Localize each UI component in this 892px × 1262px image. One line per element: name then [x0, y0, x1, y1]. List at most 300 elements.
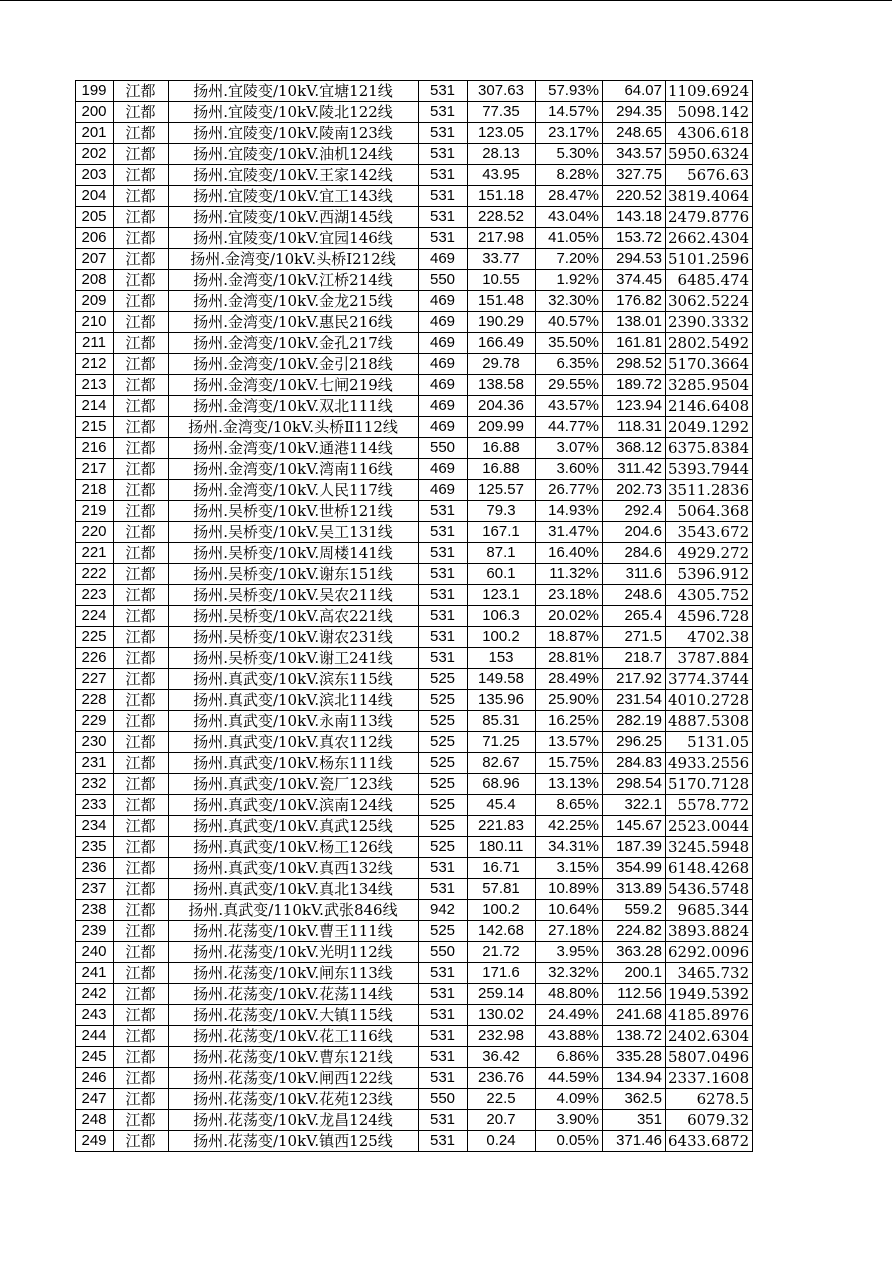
table-row: [76, 207, 753, 228]
capacity-cell: 531: [419, 501, 468, 522]
feeder-name-cell: 扬州.真武变/110kV.武张846线: [169, 900, 419, 921]
table-row: [76, 165, 753, 186]
feeder-name-cell: 扬州.金湾变/10kV.江桥214线: [169, 270, 419, 291]
load-cell: 232.98: [468, 1026, 536, 1047]
remaining-capacity-cell: 335.28: [603, 1047, 666, 1068]
load-rate-cell: 1.92%: [536, 270, 603, 291]
area-cell: 江都: [114, 858, 169, 879]
feeder-name-cell: 扬州.花荡变/10kV.大镇115线: [169, 1005, 419, 1026]
load-cell: 166.49: [468, 333, 536, 354]
table-row: [76, 186, 753, 207]
load-rate-cell: 25.90%: [536, 690, 603, 711]
capacity-cell: 531: [419, 627, 468, 648]
row-index-cell: 220: [76, 522, 114, 543]
load-rate-cell: 32.32%: [536, 963, 603, 984]
load-rate-cell: 6.86%: [536, 1047, 603, 1068]
area-cell: 江都: [114, 984, 169, 1005]
feeder-name-cell: 扬州.花荡变/10kV.花苑123线: [169, 1089, 419, 1110]
remaining-capacity-cell: 368.12: [603, 438, 666, 459]
remaining-capacity-cell: 298.54: [603, 774, 666, 795]
row-index-cell: 232: [76, 774, 114, 795]
area-cell: 江都: [114, 354, 169, 375]
capacity-cell: 550: [419, 270, 468, 291]
load-rate-cell: 28.49%: [536, 669, 603, 690]
table-row: [76, 1131, 753, 1152]
value-cell: 5436.5748: [666, 879, 753, 900]
remaining-capacity-cell: 200.1: [603, 963, 666, 984]
load-rate-cell: 16.40%: [536, 543, 603, 564]
value-cell: 6292.0096: [666, 942, 753, 963]
row-index-cell: 222: [76, 564, 114, 585]
row-index-cell: 217: [76, 459, 114, 480]
feeder-name-cell: 扬州.宜陵变/10kV.宜塘121线: [169, 81, 419, 102]
area-cell: 江都: [114, 501, 169, 522]
row-index-cell: 234: [76, 816, 114, 837]
feeder-name-cell: 扬州.金湾变/10kV.金引218线: [169, 354, 419, 375]
remaining-capacity-cell: 311.6: [603, 564, 666, 585]
table-row: [76, 501, 753, 522]
feeder-name-cell: 扬州.吴桥变/10kV.世桥121线: [169, 501, 419, 522]
remaining-capacity-cell: 284.83: [603, 753, 666, 774]
feeder-name-cell: 扬州.宜陵变/10kV.油机124线: [169, 144, 419, 165]
load-rate-cell: 41.05%: [536, 228, 603, 249]
value-cell: 5578.772: [666, 795, 753, 816]
capacity-cell: 469: [419, 375, 468, 396]
capacity-cell: 531: [419, 1005, 468, 1026]
value-cell: 2479.8776: [666, 207, 753, 228]
value-cell: 3062.5224: [666, 291, 753, 312]
capacity-cell: 531: [419, 543, 468, 564]
feeder-name-cell: 扬州.花荡变/10kV.花工116线: [169, 1026, 419, 1047]
area-cell: 江都: [114, 165, 169, 186]
row-index-cell: 228: [76, 690, 114, 711]
load-cell: 100.2: [468, 627, 536, 648]
remaining-capacity-cell: 161.81: [603, 333, 666, 354]
table-row: [76, 312, 753, 333]
capacity-cell: 525: [419, 816, 468, 837]
value-cell: 6278.5: [666, 1089, 753, 1110]
area-cell: 江都: [114, 711, 169, 732]
area-cell: 江都: [114, 942, 169, 963]
capacity-cell: 550: [419, 1089, 468, 1110]
area-cell: 江都: [114, 1005, 169, 1026]
row-index-cell: 210: [76, 312, 114, 333]
remaining-capacity-cell: 374.45: [603, 270, 666, 291]
remaining-capacity-cell: 284.6: [603, 543, 666, 564]
load-rate-cell: 34.31%: [536, 837, 603, 858]
area-cell: 江都: [114, 1110, 169, 1131]
load-cell: 79.3: [468, 501, 536, 522]
remaining-capacity-cell: 292.4: [603, 501, 666, 522]
feeder-name-cell: 扬州.花荡变/10kV.闸东113线: [169, 963, 419, 984]
area-cell: 江都: [114, 900, 169, 921]
load-rate-cell: 48.80%: [536, 984, 603, 1005]
value-cell: 6433.6872: [666, 1131, 753, 1152]
area-cell: 江都: [114, 627, 169, 648]
remaining-capacity-cell: 298.52: [603, 354, 666, 375]
value-cell: 2390.3332: [666, 312, 753, 333]
capacity-cell: 531: [419, 1068, 468, 1089]
value-cell: 3893.8824: [666, 921, 753, 942]
area-cell: 江都: [114, 1089, 169, 1110]
feeder-name-cell: 扬州.真武变/10kV.真农112线: [169, 732, 419, 753]
row-index-cell: 245: [76, 1047, 114, 1068]
capacity-cell: 531: [419, 228, 468, 249]
area-cell: 江都: [114, 753, 169, 774]
row-index-cell: 201: [76, 123, 114, 144]
area-cell: 江都: [114, 585, 169, 606]
value-cell: 5101.2596: [666, 249, 753, 270]
table-row: [76, 417, 753, 438]
feeder-name-cell: 扬州.宜陵变/10kV.陵北122线: [169, 102, 419, 123]
value-cell: 3819.4064: [666, 186, 753, 207]
area-cell: 江都: [114, 228, 169, 249]
load-rate-cell: 40.57%: [536, 312, 603, 333]
feeder-name-cell: 扬州.宜陵变/10kV.王家142线: [169, 165, 419, 186]
load-rate-cell: 27.18%: [536, 921, 603, 942]
table-row: [76, 543, 753, 564]
load-cell: 71.25: [468, 732, 536, 753]
load-rate-cell: 3.60%: [536, 459, 603, 480]
remaining-capacity-cell: 371.46: [603, 1131, 666, 1152]
table-row: [76, 564, 753, 585]
value-cell: 3245.5948: [666, 837, 753, 858]
value-cell: 1109.6924: [666, 81, 753, 102]
load-rate-cell: 14.93%: [536, 501, 603, 522]
remaining-capacity-cell: 271.5: [603, 627, 666, 648]
load-cell: 57.81: [468, 879, 536, 900]
value-cell: 2146.6408: [666, 396, 753, 417]
load-rate-cell: 13.57%: [536, 732, 603, 753]
load-rate-cell: 32.30%: [536, 291, 603, 312]
remaining-capacity-cell: 327.75: [603, 165, 666, 186]
load-cell: 106.3: [468, 606, 536, 627]
area-cell: 江都: [114, 816, 169, 837]
row-index-cell: 224: [76, 606, 114, 627]
feeder-name-cell: 扬州.吴桥变/10kV.谢工241线: [169, 648, 419, 669]
row-index-cell: 204: [76, 186, 114, 207]
area-cell: 江都: [114, 438, 169, 459]
load-rate-cell: 13.13%: [536, 774, 603, 795]
feeder-name-cell: 扬州.真武变/10kV.真北134线: [169, 879, 419, 900]
remaining-capacity-cell: 218.7: [603, 648, 666, 669]
remaining-capacity-cell: 112.56: [603, 984, 666, 1005]
table-row: [76, 438, 753, 459]
area-cell: 江都: [114, 291, 169, 312]
remaining-capacity-cell: 559.2: [603, 900, 666, 921]
remaining-capacity-cell: 123.94: [603, 396, 666, 417]
feeder-name-cell: 扬州.金湾变/10kV.头桥Ⅰ212线: [169, 249, 419, 270]
load-rate-cell: 10.89%: [536, 879, 603, 900]
capacity-cell: 531: [419, 1131, 468, 1152]
table-row: [76, 711, 753, 732]
load-cell: 85.31: [468, 711, 536, 732]
load-cell: 151.48: [468, 291, 536, 312]
load-cell: 22.5: [468, 1089, 536, 1110]
capacity-cell: 531: [419, 963, 468, 984]
remaining-capacity-cell: 118.31: [603, 417, 666, 438]
remaining-capacity-cell: 294.35: [603, 102, 666, 123]
value-cell: 3285.9504: [666, 375, 753, 396]
remaining-capacity-cell: 231.54: [603, 690, 666, 711]
value-cell: 5393.7944: [666, 459, 753, 480]
row-index-cell: 212: [76, 354, 114, 375]
capacity-cell: 550: [419, 438, 468, 459]
remaining-capacity-cell: 134.94: [603, 1068, 666, 1089]
load-cell: 221.83: [468, 816, 536, 837]
area-cell: 江都: [114, 1068, 169, 1089]
area-cell: 江都: [114, 669, 169, 690]
feeder-name-cell: 扬州.金湾变/10kV.惠民216线: [169, 312, 419, 333]
capacity-cell: 531: [419, 648, 468, 669]
load-rate-cell: 8.28%: [536, 165, 603, 186]
area-cell: 江都: [114, 459, 169, 480]
remaining-capacity-cell: 343.57: [603, 144, 666, 165]
remaining-capacity-cell: 189.72: [603, 375, 666, 396]
load-cell: 16.88: [468, 438, 536, 459]
table-row: [76, 963, 753, 984]
load-rate-cell: 18.87%: [536, 627, 603, 648]
capacity-cell: 469: [419, 459, 468, 480]
load-rate-cell: 43.88%: [536, 1026, 603, 1047]
area-cell: 江都: [114, 102, 169, 123]
load-cell: 123.1: [468, 585, 536, 606]
area-cell: 江都: [114, 207, 169, 228]
load-rate-cell: 31.47%: [536, 522, 603, 543]
value-cell: 5064.368: [666, 501, 753, 522]
table-row: [76, 270, 753, 291]
table-row: [76, 480, 753, 501]
feeder-name-cell: 扬州.宜陵变/10kV.西湖145线: [169, 207, 419, 228]
capacity-cell: 531: [419, 186, 468, 207]
table-row: [76, 1005, 753, 1026]
load-rate-cell: 43.04%: [536, 207, 603, 228]
load-cell: 153: [468, 648, 536, 669]
area-cell: 江都: [114, 795, 169, 816]
table-row: [76, 1089, 753, 1110]
row-index-cell: 235: [76, 837, 114, 858]
remaining-capacity-cell: 311.42: [603, 459, 666, 480]
feeder-name-cell: 扬州.花荡变/10kV.龙昌124线: [169, 1110, 419, 1131]
load-rate-cell: 3.07%: [536, 438, 603, 459]
load-rate-cell: 6.35%: [536, 354, 603, 375]
area-cell: 江都: [114, 480, 169, 501]
row-index-cell: 207: [76, 249, 114, 270]
remaining-capacity-cell: 143.18: [603, 207, 666, 228]
value-cell: 2049.1292: [666, 417, 753, 438]
load-rate-cell: 28.81%: [536, 648, 603, 669]
feeder-name-cell: 扬州.吴桥变/10kV.谢东151线: [169, 564, 419, 585]
area-cell: 江都: [114, 732, 169, 753]
table-row: [76, 921, 753, 942]
feeder-name-cell: 扬州.花荡变/10kV.光明112线: [169, 942, 419, 963]
row-index-cell: 213: [76, 375, 114, 396]
row-index-cell: 238: [76, 900, 114, 921]
capacity-cell: 531: [419, 522, 468, 543]
feeder-name-cell: 扬州.真武变/10kV.滨东115线: [169, 669, 419, 690]
load-rate-cell: 29.55%: [536, 375, 603, 396]
row-index-cell: 218: [76, 480, 114, 501]
area-cell: 江都: [114, 123, 169, 144]
remaining-capacity-cell: 138.01: [603, 312, 666, 333]
load-rate-cell: 8.65%: [536, 795, 603, 816]
row-index-cell: 247: [76, 1089, 114, 1110]
value-cell: 3774.3744: [666, 669, 753, 690]
load-rate-cell: 26.77%: [536, 480, 603, 501]
load-rate-cell: 3.90%: [536, 1110, 603, 1131]
table-row: [76, 585, 753, 606]
feeder-name-cell: 扬州.金湾变/10kV.湾南116线: [169, 459, 419, 480]
remaining-capacity-cell: 187.39: [603, 837, 666, 858]
value-cell: 6079.32: [666, 1110, 753, 1131]
table-row: [76, 648, 753, 669]
table-row: [76, 375, 753, 396]
feeder-name-cell: 扬州.真武变/10kV.杨东111线: [169, 753, 419, 774]
capacity-cell: 469: [419, 354, 468, 375]
load-cell: 217.98: [468, 228, 536, 249]
load-cell: 29.78: [468, 354, 536, 375]
feeder-name-cell: 扬州.吴桥变/10kV.周楼141线: [169, 543, 419, 564]
load-cell: 82.67: [468, 753, 536, 774]
row-index-cell: 244: [76, 1026, 114, 1047]
load-cell: 209.99: [468, 417, 536, 438]
table-row: [76, 1110, 753, 1131]
table-row: [76, 837, 753, 858]
row-index-cell: 226: [76, 648, 114, 669]
capacity-cell: 531: [419, 1110, 468, 1131]
load-rate-cell: 14.57%: [536, 102, 603, 123]
row-index-cell: 242: [76, 984, 114, 1005]
value-cell: 4933.2556: [666, 753, 753, 774]
area-cell: 江都: [114, 648, 169, 669]
load-rate-cell: 5.30%: [536, 144, 603, 165]
area-cell: 江都: [114, 1131, 169, 1152]
value-cell: 4185.8976: [666, 1005, 753, 1026]
table-row: [76, 123, 753, 144]
feeder-name-cell: 扬州.吴桥变/10kV.吴工131线: [169, 522, 419, 543]
capacity-cell: 525: [419, 795, 468, 816]
load-cell: 43.95: [468, 165, 536, 186]
remaining-capacity-cell: 176.82: [603, 291, 666, 312]
value-cell: 6485.474: [666, 270, 753, 291]
area-cell: 江都: [114, 375, 169, 396]
row-index-cell: 202: [76, 144, 114, 165]
capacity-cell: 531: [419, 879, 468, 900]
load-rate-cell: 42.25%: [536, 816, 603, 837]
load-cell: 180.11: [468, 837, 536, 858]
load-cell: 138.58: [468, 375, 536, 396]
row-index-cell: 219: [76, 501, 114, 522]
load-rate-cell: 7.20%: [536, 249, 603, 270]
table-row: [76, 774, 753, 795]
load-cell: 60.1: [468, 564, 536, 585]
remaining-capacity-cell: 362.5: [603, 1089, 666, 1110]
load-cell: 142.68: [468, 921, 536, 942]
table-row: [76, 606, 753, 627]
load-cell: 36.42: [468, 1047, 536, 1068]
capacity-cell: 525: [419, 732, 468, 753]
remaining-capacity-cell: 145.67: [603, 816, 666, 837]
load-rate-cell: 35.50%: [536, 333, 603, 354]
table-row: [76, 858, 753, 879]
feeder-name-cell: 扬州.金湾变/10kV.双北111线: [169, 396, 419, 417]
load-rate-cell: 11.32%: [536, 564, 603, 585]
feeder-name-cell: 扬州.宜陵变/10kV.宜工143线: [169, 186, 419, 207]
remaining-capacity-cell: 153.72: [603, 228, 666, 249]
remaining-capacity-cell: 248.6: [603, 585, 666, 606]
value-cell: 2523.0044: [666, 816, 753, 837]
row-index-cell: 221: [76, 543, 114, 564]
capacity-cell: 942: [419, 900, 468, 921]
feeder-name-cell: 扬州.宜陵变/10kV.陵南123线: [169, 123, 419, 144]
row-index-cell: 240: [76, 942, 114, 963]
load-rate-cell: 28.47%: [536, 186, 603, 207]
value-cell: 6148.4268: [666, 858, 753, 879]
row-index-cell: 229: [76, 711, 114, 732]
capacity-cell: 531: [419, 207, 468, 228]
remaining-capacity-cell: 64.07: [603, 81, 666, 102]
table-row: [76, 291, 753, 312]
capacity-cell: 531: [419, 123, 468, 144]
value-cell: 5676.63: [666, 165, 753, 186]
area-cell: 江都: [114, 396, 169, 417]
value-cell: 4306.618: [666, 123, 753, 144]
row-index-cell: 237: [76, 879, 114, 900]
row-index-cell: 216: [76, 438, 114, 459]
value-cell: 5807.0496: [666, 1047, 753, 1068]
load-cell: 16.71: [468, 858, 536, 879]
value-cell: 5170.3664: [666, 354, 753, 375]
load-cell: 149.58: [468, 669, 536, 690]
value-cell: 5131.05: [666, 732, 753, 753]
load-rate-cell: 10.64%: [536, 900, 603, 921]
capacity-cell: 531: [419, 102, 468, 123]
load-cell: 21.72: [468, 942, 536, 963]
area-cell: 江都: [114, 606, 169, 627]
capacity-cell: 469: [419, 480, 468, 501]
row-index-cell: 249: [76, 1131, 114, 1152]
capacity-cell: 525: [419, 690, 468, 711]
capacity-cell: 525: [419, 921, 468, 942]
value-cell: 4929.272: [666, 543, 753, 564]
feeder-name-cell: 扬州.金湾变/10kV.金龙215线: [169, 291, 419, 312]
load-cell: 167.1: [468, 522, 536, 543]
value-cell: 2337.1608: [666, 1068, 753, 1089]
table-row: [76, 942, 753, 963]
remaining-capacity-cell: 220.52: [603, 186, 666, 207]
load-cell: 190.29: [468, 312, 536, 333]
capacity-cell: 531: [419, 585, 468, 606]
area-cell: 江都: [114, 774, 169, 795]
capacity-cell: 531: [419, 1026, 468, 1047]
value-cell: 3511.2836: [666, 480, 753, 501]
load-cell: 228.52: [468, 207, 536, 228]
feeder-name-cell: 扬州.宜陵变/10kV.宜园146线: [169, 228, 419, 249]
load-cell: 171.6: [468, 963, 536, 984]
remaining-capacity-cell: 204.6: [603, 522, 666, 543]
capacity-cell: 531: [419, 165, 468, 186]
feeder-name-cell: 扬州.花荡变/10kV.镇西125线: [169, 1131, 419, 1152]
table-row: [76, 228, 753, 249]
table-row: [76, 522, 753, 543]
load-cell: 259.14: [468, 984, 536, 1005]
area-cell: 江都: [114, 690, 169, 711]
remaining-capacity-cell: 202.73: [603, 480, 666, 501]
remaining-capacity-cell: 363.28: [603, 942, 666, 963]
value-cell: 3465.732: [666, 963, 753, 984]
value-cell: 9685.344: [666, 900, 753, 921]
feeder-name-cell: 扬州.真武变/10kV.杨工126线: [169, 837, 419, 858]
